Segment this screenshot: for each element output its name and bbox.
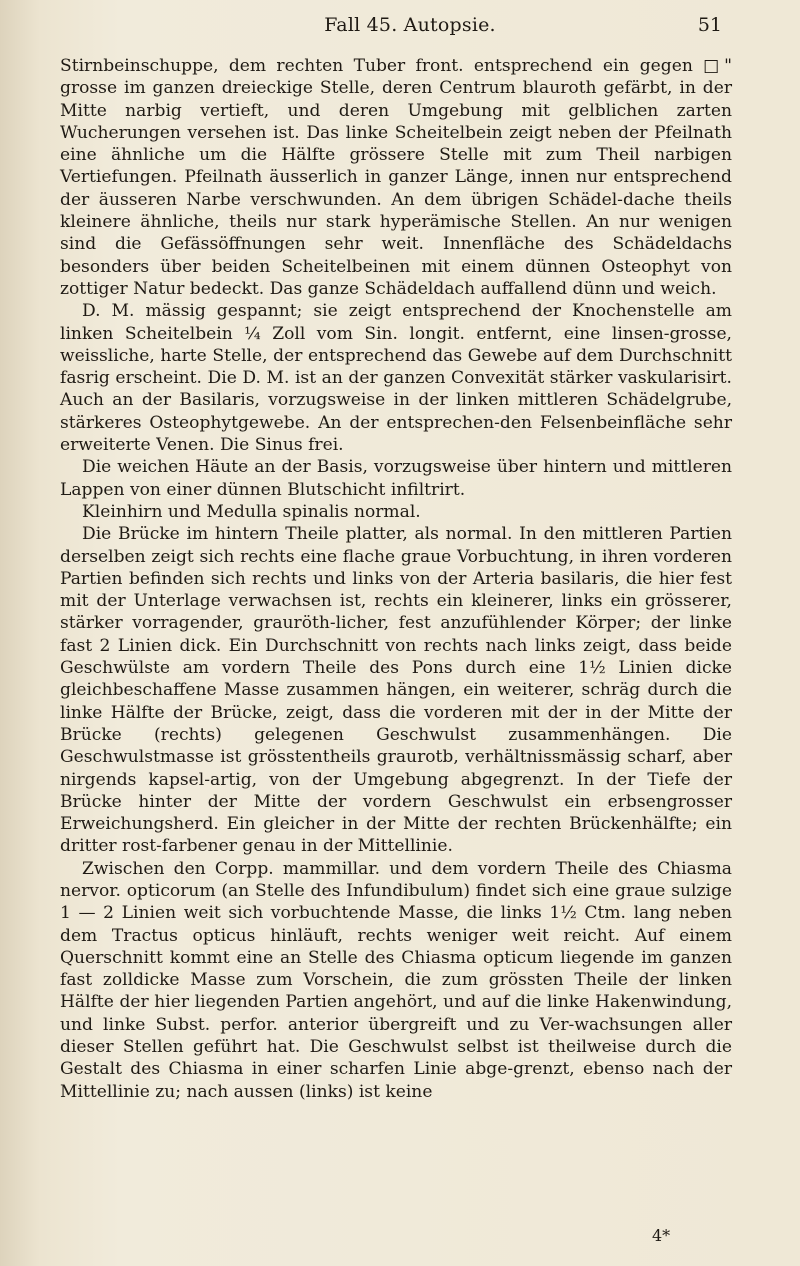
paragraph-cerebellum: Kleinhirn und Medulla spinalis normal. bbox=[82, 501, 421, 522]
paragraph-chiasma: Zwischen den Corpp. mammillar. und dem vordern Theile des Chiasma nervor. opticorum (an Stelle des Infundibulum) findet sich eine graue sulzige 1 — 2 Linien weit sich vorbuchtende Masse, die links 1½ Ctm. lang neben dem Tractus opticus hinläuft, rechts weniger weit reicht. Auf einem Querschnitt kommt eine an Stelle des Chiasma opticum liegende im ganzen fast zolldicke Masse zum Vorschein, die zum grössten Theile der linken Hälfte der hier liegenden Partien angehört, und auf die linke Hakenwindung, und linke Subst. perfor. anterior übergreift und zu Ver-wachsungen aller dieser Stellen geführt hat. Die Geschwulst selbst ist theilweise durch die Gestalt des Chiasma in einer scharfen Linie abge-grenzt, ebenso nach der Mittellinie zu; nach aussen (links) ist keine bbox=[60, 858, 732, 1102]
signature-mark: 4* bbox=[652, 1226, 671, 1245]
running-header bbox=[60, 14, 760, 42]
body-text bbox=[60, 55, 732, 1103]
paragraph-skull: Stirnbeinschuppe, dem rechten Tuber front. entsprechend ein gegen □" grosse im ganzen dreieckige Stelle, deren Centrum blauroth gefärbt, in der Mitte narbig vertieft, und deren Umgebung mit gelblichen zarten Wucherungen versehen ist. Das linke Scheitelbein zeigt neben der Pfeilnath eine ähnliche um die Hälfte grössere Stelle mit zum Theil narbigen Vertiefungen. Pfeilnath äusserlich in ganzer Länge, innen nur entsprechend der äusseren Narbe verschwunden. An dem übrigen Schädel-dache theils kleinere ähnliche, theils nur stark hyperämische Stellen. An nur wenigen sind die Gefässöffnungen sehr weit. Innenfläche des Schädeldachs besonders über beiden Scheitelbeinen mit einem dünnen Osteophyt von zottiger Natur bedeckt. Das ganze Schädeldach auffallend dünn und weich. bbox=[60, 56, 732, 299]
paragraph-soft-membranes: Die weichen Häute an der Basis, vorzugsweise über hintern und mittleren Lappen von einer dünnen Blutschicht infiltrirt. bbox=[60, 457, 732, 500]
paragraph-pons: Die Brücke im hintern Theile platter, als normal. In den mittleren Partien derselben zeigt sich rechts eine flache graue Vorbuchtung, in ihren vorderen Partien befinden sich rechts und links von der Arteria basilaris, die hier fest mit der Unterlage verwachsen ist, rechts ein kleinerer, links ein grösserer, stärker vorragender, grauröth-licher, fest anzufühlender Körper; der linke fast 2 Linien dick. Ein Durchschnitt von rechts nach links zeigt, dass beide Geschwülste am vordern Theile des Pons durch eine 1½ Linien dicke gleichbeschaffene Masse zusammen hängen, ein weiterer, schräg durch die linke Hälfte der Brücke, zeigt, dass die vorderen mit der in der Mitte der Brücke (rechts) gelegenen Geschwulst zusammenhängen. Die Geschwulstmasse ist grösstentheils graurotb, verhältnissmässig scharf, aber nirgends kapsel-artig, von der Umgebung abgegrenzt. In der Tiefe der Brücke hinter der Mitte der vordern Geschwulst ein erbsengrosser Erweichungsherd. Ein gleicher in der Mitte der rechten Brückenhälfte; ein dritter rost-farbener genau in der Mittellinie. bbox=[60, 524, 732, 857]
page-number: 51 bbox=[697, 14, 722, 36]
paragraph-dura-mater: D. M. mässig gespannt; sie zeigt entsprechend der Knochenstelle am linken Scheitelbein ¼ Zoll vom Sin. longit. entfernt, eine linsen-grosse, weissliche, harte Stelle, der entsprechend das Gewebe auf dem Durchschnitt fasrig erscheint. Die D. M. ist an der ganzen Convexität stärker vaskularisirt. Auch an der Basilaris, vorzugsweise in der linken mittleren Schädelgrube, stärkeres Osteophytgewebe. An der entsprechen-den Felsenbeinfläche sehr erweiterte Venen. Die Sinus frei. bbox=[60, 301, 732, 456]
chapter-title: Fall 45. Autopsie. bbox=[324, 14, 496, 36]
